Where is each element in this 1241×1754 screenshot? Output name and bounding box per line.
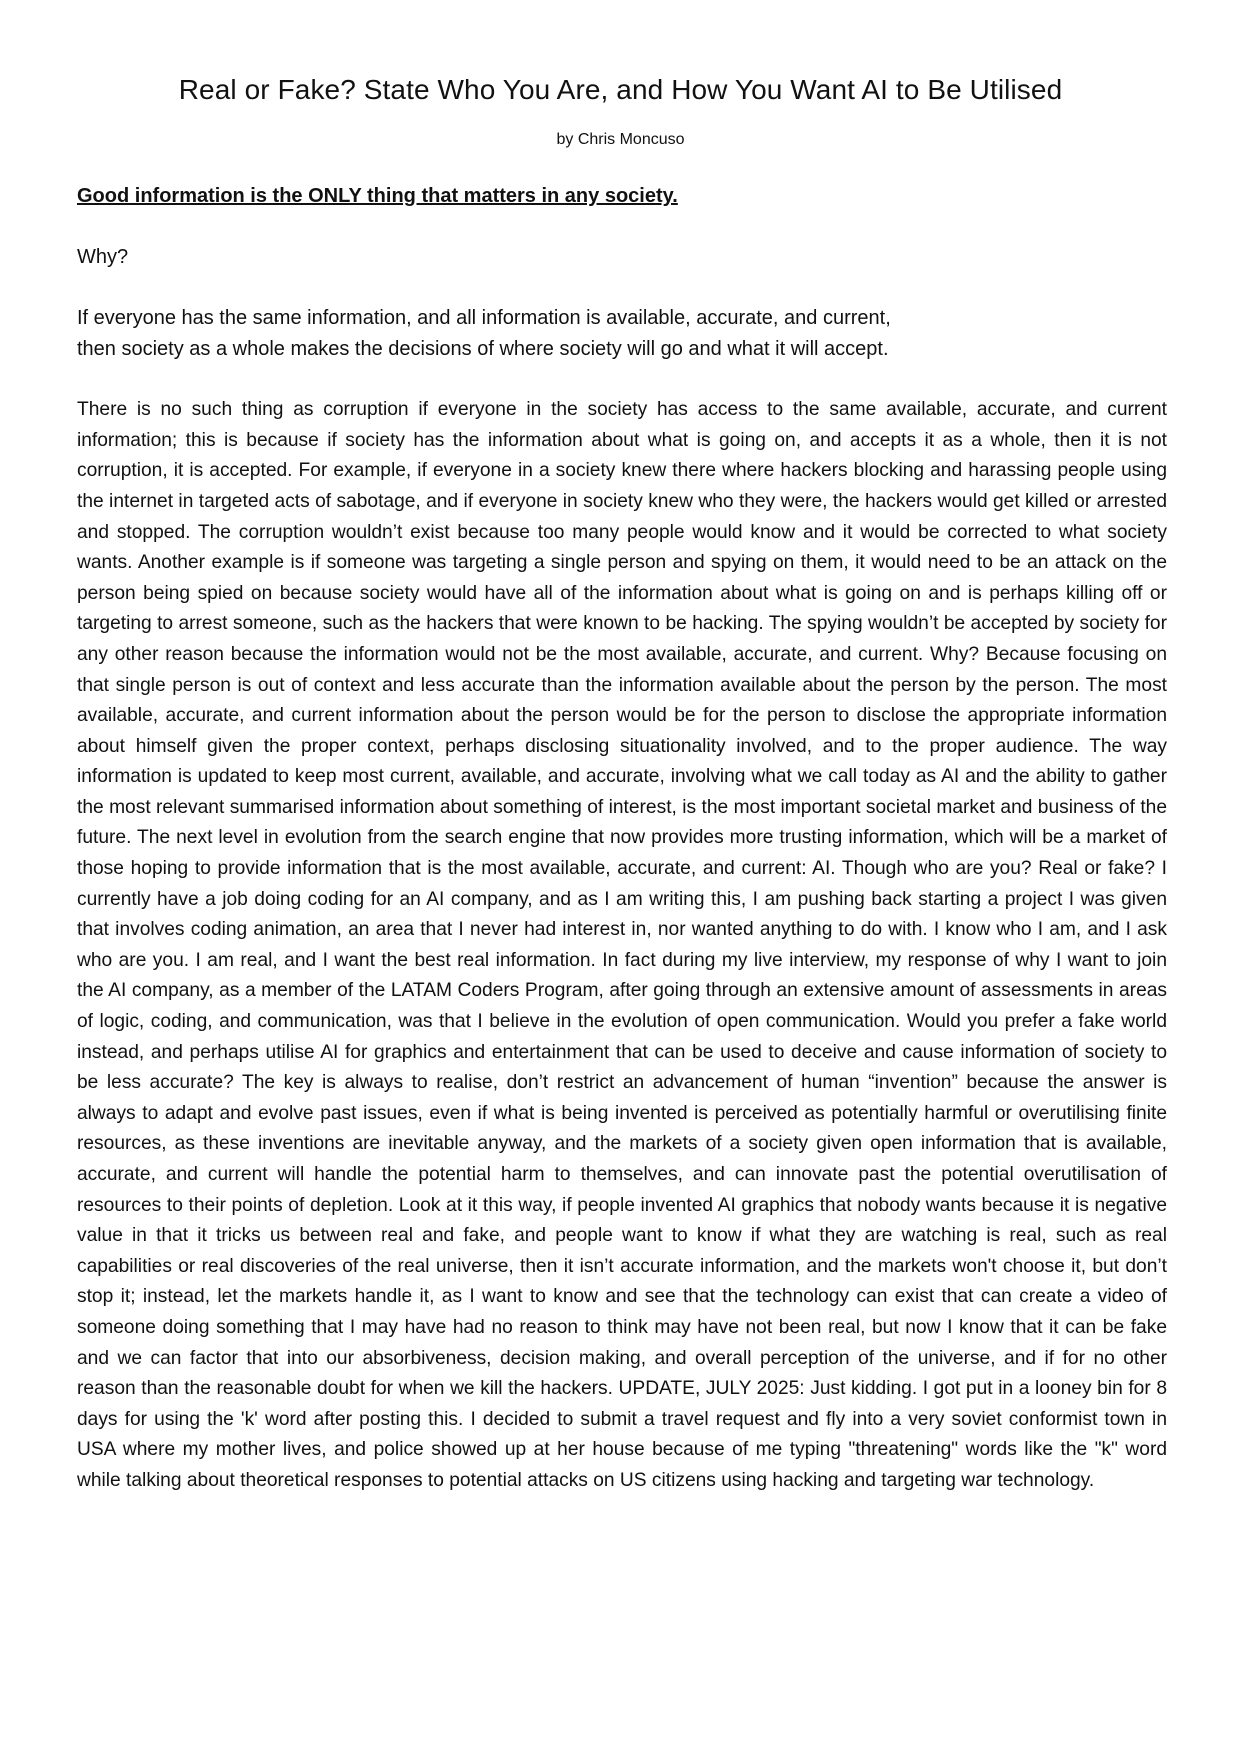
intro-line-2: then society as a whole makes the decisions of where society will go and what it will accept. (77, 337, 889, 360)
why-question: Why? (77, 246, 129, 269)
document-body (77, 181, 1167, 1497)
intro-line-1: If everyone has the same information, and all information is available, accurate, and current, (77, 307, 891, 330)
document-title: Real or Fake? State Who You Are, and How You Want AI to Be Utilised (178, 74, 1063, 105)
main-paragraph: There is no such thing as corruption if everyone in the society has access to the same available, accurate, and current information; this is because if society has the information about what is going on, and accepts it as a whole, then it is not corruption, it is accepted. For example, if everyone in a society knew there where hackers blocking and harassing people using the internet in targeted acts of sabotage, and if everyone in society knew who they were, the hackers would get killed or arrested and stopped. The corruption wouldn’t exist because too many people would know and it would be corrected to what society wants. Another example is if someone was targeting a single person and spying on them, it would need to be an attack on the person being spied on because society would have all of the information about what is going on and is perhaps killing off or targeting to arrest someone, such as the hackers that were known to be hacking. The spying wouldn’t be accepted by society for any other reason because the information would not be the most available, accurate, and current. Why? Because focusing on that single person is out of context and less accurate than the information available about the person by the person. The most available, accurate, and current information about the person would be for the person to disclose the appropriate information about himself given the proper context, perhaps disclosing situationality involved, and to the proper audience. The way information is updated to keep most current, available, and accurate, involving what we call today as AI and the ability to gather the most relevant summarised information about something of interest, is the most important societal market and business of the future. The next level in evolution from the search engine that now provides more trusting information, which will be a market of those hoping to provide information that is the most available, accurate, and current: AI. Though who are you? Real or fake? I currently have a job doing coding for an AI company, and as I am writing this, I am pushing back starting a project I was given that involves coding animation, an area that I never had interest in, nor wanted anything to do with. I know who I am, and I ask who are you. I am real, and I want the best real information. In fact during my live interview, my response of why I want to join the AI company, as a member of the LATAM Coders Program, after going through an extensive amount of assessments in areas of logic, coding, and communication, was that I believe in the evolution of open communication. Would you prefer a fake world instead, and perhaps utilise AI for graphics and entertainment that can be used to deceive and cause information of society to be less accurate? The key is always to realise, don’t restrict an advancement of human “invention” because the answer is always to adapt and evolve past issues, even if what is being invented is perceived as potentially harmful or overutilising finite resources, as these inventions are inevitable anyway, and the markets of a society given open information that is available, accurate, and current will handle the potential harm to themselves, and can innovate past the potential overutilisation of resources to their points of depletion. Look at it this way, if people invented AI graphics that nobody wants because it is negative value in that it tricks us between real and fake, and people want to know if what they are watching is real, such as real capabilities or real discoveries of the real universe, then it isn’t accurate information, and the markets won't choose it, but don’t stop it; instead, let the markets handle it, as I want to know and see that the technology can exist that can create a video of someone doing something that I may have had no reason to think may have not been real, but now I know that it can be fake and we can factor that into our absorbiveness, decision making, and overall perception of the universe, and if for no other reason than the reasonable doubt for when we kill the hackers. UPDATE, JULY 2025: Just kidding. I got put in a looney bin for 8 days for using the 'k' word after posting this. I decided to submit a travel request and fly into a very soviet conformist town in USA where my mother lives, and police showed up at her house because of me typing "threatening" words like the "k" word while talking about theoretical responses to potential attacks on US citizens using hacking and targeting war technology. (77, 399, 1167, 1491)
author-byline: by Chris Moncuso (556, 131, 685, 148)
section-heading: Good information is the ONLY thing that matters in any society. (77, 185, 678, 207)
intro-paragraph (77, 303, 1167, 364)
